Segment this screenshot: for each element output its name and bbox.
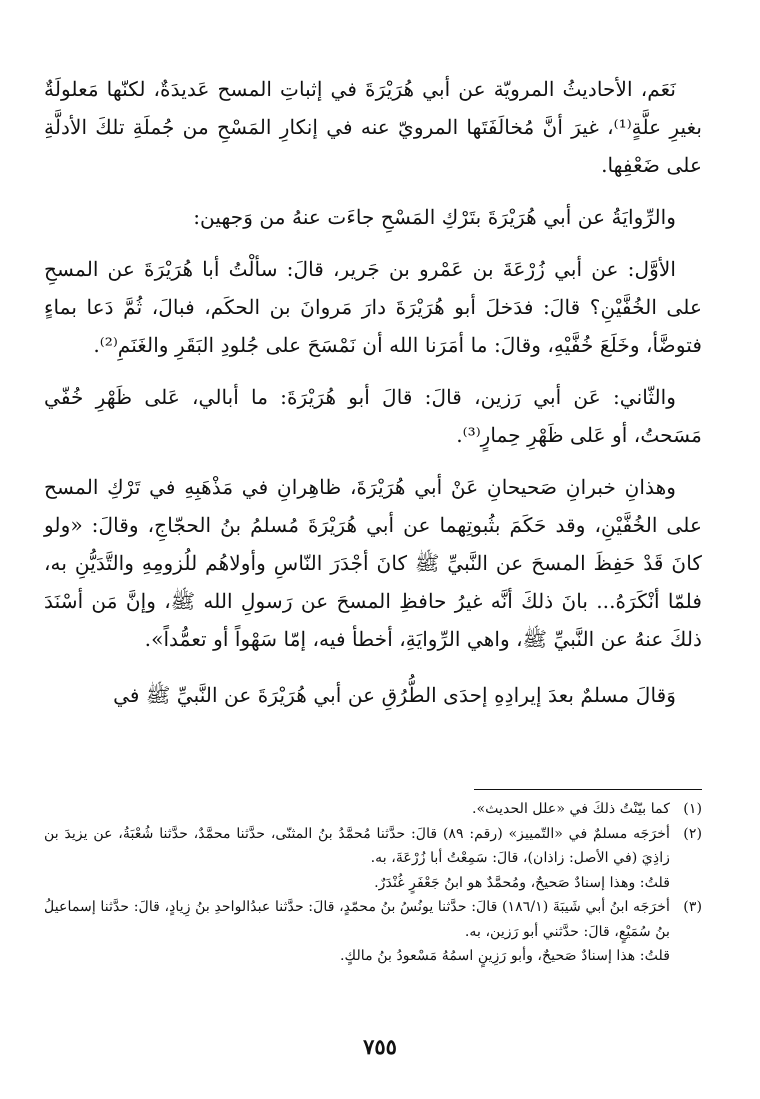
footnote-number: (٢): [683, 825, 702, 842]
paragraph-6: وَقالَ مسلمٌ بعدَ إيرادِهِ إحدَى الطُّرُقِ عن أبي هُرَيْرَةَ عن النَّبيِّ ﷺ في: [113, 683, 676, 707]
footnote-number: (١): [683, 801, 702, 817]
footnote-divider: [474, 789, 702, 790]
paragraph-5: وهذانِ خبرانِ صَحيحانِ عَنْ أبي هُرَيْرَةَ، ظاهِرانِ في مَذْهَبِهِ في تَرْكِ المسح على الخُفَّيْنِ، وقد حَكَمَ بثُبوتِهما عن أبي هُرَيْرَةَ مُسلمُ بنُ الحجّاجِ، وقالَ: «ولو كانَ قَدْ حَفِظَ المسحَ عن النَّبيِّ ﷺ كانَ أجْدَرَ النّاسِ وأولاهُم للُزومِهِ والتَّدَيُّنِ به، فلمّا أنْكَرَهُ... بانَ ذلكَ أنَّه غيرُ حافظِ المسحَ عن رَسولِ الله ﷺ، وإنَّ مَن أسْنَدَ ذلكَ عنهُ عن النَّبيِّ ﷺ، واهي الرِّوايَةِ، أخطأ فيه، إمّا سَهْواً أو تعمُّداً».: [44, 475, 702, 651]
paragraph-4: والثّاني: عَن أبي رَزين، قالَ: قالَ أبو هُرَيْرَةَ: ما أبالي، عَلى ظَهْرِ خُفّي مَسَحتُ، أو عَلى ظَهْرِ حِمارٍ⁽³⁾.: [44, 385, 702, 447]
paragraph-3: الأوَّل: عن أبي زُرْعَةَ بن عَمْرو بن جَرير، قالَ: سألْتُ أبا هُرَيْرَةَ عن المسحِ على الخُفَّيْنِ؟ قالَ: فدَخلَ أبو هُرَيْرَةَ دارَ مَروانَ بن الحكَم، فبالَ، ثُمَّ دَعا بماءٍ فتوضَّأ، وخَلَعَ خُفَّيْهِ، وقالَ: ما أمَرَنا الله أن نَمْسَحَ على جُلودِ البَقَرِ والغَنَمِ⁽²⁾.: [44, 257, 702, 357]
main-text: [44, 70, 702, 714]
footnote-text: كما بيّنْتُ ذلكَ في «علل الحديث».: [471, 801, 670, 817]
footnote-number: (٣): [683, 899, 702, 915]
paragraph-2: والرِّوايَةُ عن أبي هُرَيْرَةَ بتَرْكِ المَسْحِ جاءَت عنهُ من وَجهين:: [193, 205, 676, 229]
page-number: ٧٥٥: [363, 1034, 397, 1059]
footnote-text: قلتُ: وهذا إسنادٌ صَحيحٌ، ومُحمَّدٌ هو ابنُ جَعْفَرٍ غُنْدَرٌ.: [374, 874, 670, 891]
paragraph-1: نَعَم، الأحاديثُ المرويّة عن أبي هُرَيْرَةَ في إثباتِ المسح عَديدَةٌ، لكنّها مَعلولَةٌ بغيرِ علَّةٍ⁽¹⁾، غيرَ أنَّ مُخالَفَتَها المرويّ عنه في إنكارِ المَسْحِ من جُملَةِ تلكَ الأدلَّةِ على ضَعْفِها.: [44, 77, 702, 177]
footnote-text: أخرَجَه ابنُ أبي شَيبَةَ (١٨٦/١) قالَ: حدَّثنا يونُسُ بنُ محمّدٍ، قالَ: حدَّثنا عبدُالواحدِ بنُ زِيادٍ، قالَ: حدَّثنا إسماعيلُ بنُ سُمَيْعٍ، قالَ: حدَّثني أبو رَزين، به.: [44, 899, 670, 940]
footnote-text: أخرَجَه مسلمٌ في «التّمييز» (رقم: ٨٩) قالَ: حدَّثنا مُحمَّدُ بنُ المثنّى، حدَّثنا محمَّدٌ، حدَّثنا شُعْبَةُ، عن يزيدَ بن زاذِيَ (في الأصل: زاذان)، قالَ: سَمِعْتُ أبا زُرْعَةَ، به.: [44, 825, 670, 866]
footnote-2: [44, 822, 702, 896]
footnotes: [44, 797, 702, 969]
footnote-3: [44, 895, 702, 969]
footnote-1: [44, 797, 702, 822]
footnote-text: قلتُ: هذا إسنادٌ صَحيحٌ، وأبو رَزِينٍ اسمُهُ مَسْعودُ بنُ مالكٍ.: [340, 948, 670, 964]
